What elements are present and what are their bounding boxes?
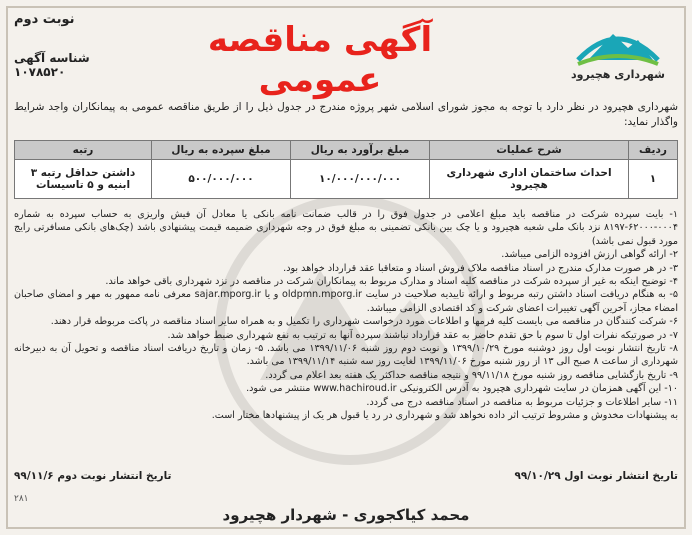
second-publication-date: تاریخ انتشار نوبت دوم ۹۹/۱۱/۶ (14, 470, 172, 482)
clause: ۳- در هر صورت مدارک مندرج در اسناد مناقصه ملاک فروش اسناد و متعاقبا عقد قرارداد خواهد بود. (283, 262, 678, 274)
page-number: ۲۸۱ (14, 494, 29, 504)
col-deposit: مبلغ سپرده به ریال (152, 141, 291, 160)
clause: به پیشنهادات مخدوش و مشروط ترتیب اثر داده نخواهد شد و شهرداری در رد یا قبول هر یک از پیشنهادها مختار است. (211, 410, 678, 422)
header-meta (14, 12, 144, 79)
org-name: شهرداری هچیرود (571, 68, 665, 81)
clause: ۶- شرکت کنندگان در مناقصه می بایست کلیه فرمها و اطلاعات مورد درخواست شهرداری را تکمیل و به همراه سایر اسناد مناقصه در پاکت مربوطه قرار دهند. (50, 316, 678, 328)
cell-row-number: ۱ (629, 160, 678, 199)
clause: ۹- تاریخ بازگشایی مناقصه روز شنبه مورخ ۹۹/۱۱/۱۸ و نتیجه مناقصه حداکثر یک هفته بعد اعلام می گردد. (265, 369, 678, 381)
col-grade: رتبه (15, 141, 152, 160)
cell-grade: داشتن حداقل رتبه ۳ ابنیه و ۵ تاسیسات (15, 160, 152, 199)
clause: ۴- توضیح اینکه به غیر از سپرده شرکت در مناقصه کلیه اسناد و مدارک مربوط به پیمانکاران شرکت در مناقصه در نزد شهرداری باقی خواهد ماند. (105, 276, 678, 288)
cell-deposit: ۵۰۰/۰۰۰/۰۰۰ (152, 160, 291, 199)
clause: ۱۰- این آگهی همزمان در سایت شهرداری هچیرود به آدرس الکترونیکی www.hachiroud.ir منتشر می شود. (246, 383, 678, 395)
table-row (15, 160, 678, 199)
municipality-logo (566, 18, 670, 81)
clause: ۱۱- سایر اطلاعات و جزئیات مربوط به مناقصه در اسناد مناقصه درج می گردد. (366, 396, 678, 408)
round-label: نوبت دوم (14, 12, 75, 27)
clause: ۱- بایت سپرده شرکت در مناقصه باید مبلغ اعلامی در جدول فوق را در قالب ضمانت نامه بانکی یا معادل آن فیش واریزی به حساب سپرده به شماره ۰۰۰۴-۶۲۰۰۰-۸۱۹۷ نزد بانک ملی شعبه هچیرود و یا چک بین بانکی تضمینی به مبلغ فوق در وجه شهرداری ضمیمه قیمت پیشنهادی باشد (چک‌های بانکی مسافرتی رایج مورد قبول نمی باشد) (14, 209, 678, 247)
ad-id: شناسه آگهی ۱۰۷۸۵۲۰ (14, 51, 90, 79)
signature-line: محمد کیاکجوری - شهردار هچیرود (222, 506, 470, 524)
col-description: شرح عملیات (430, 141, 629, 160)
clause: ۲- ارائه گواهی ارزش افزوده الزامی میباشد. (501, 249, 678, 261)
cell-description: احداث ساختمان اداری شهرداری هچیرود (430, 160, 629, 199)
first-publication-date: تاریخ انتشار نوبت اول ۹۹/۱۰/۲۹ (514, 470, 678, 482)
mountain-logo-icon (573, 18, 663, 68)
clause: ۵- به هنگام دریافت اسناد داشتن رتبه مربوط و ارائه تاییدیه صلاحیت در سایت oldpmn.mporg.ir و یا sajar.mporg.ir معرفی نامه ممهور به مهر و امضای صاحبان امضاء مجاز، آخرین آگهی تغییرات اعضای شرکت و کد اقتصادی الزامی میباشد. (14, 289, 678, 314)
conditions-list (14, 208, 678, 423)
cell-estimate: ۱۰/۰۰۰/۰۰۰/۰۰۰ (291, 160, 430, 199)
clause: ۷- در صورتیکه نفرات اول تا سوم با حق تقدم حاضر به عقد قرارداد نباشند سپرده آنها به ترتیب به نفع شهرداری ضبط خواهد شد. (167, 329, 678, 341)
tender-table (14, 140, 678, 199)
col-estimate: مبلغ برآورد به ریال (291, 141, 430, 160)
table-header-row (15, 141, 678, 160)
col-row: ردیف (629, 141, 678, 160)
intro-text: شهرداری هچیرود در نظر دارد با توجه به مجوز شورای اسلامی شهر پروژه مندرج در جدول ذیل را از طریق مناقصه عمومی به پیمانکاران واجد شرایط واگذار نماید: (14, 101, 678, 128)
page-title: آگهی مناقصه عمومی (207, 20, 433, 100)
clause: ۸- تاریخ انتشار نوبت اول روز دوشنبه مورخ ۱۳۹۹/۱۰/۲۹ و نوبت دوم روز شنبه ۱۳۹۹/۱۱/۰۶ می باشد. ۵- زمان و تاریخ دریافت اسناد مناقصه و تحویل آن به دبیرخانه شهرداری از ساعت ۸ صبح الی ۱۳ از روز شنبه مورخ ۱۳۹۹/۱۱/۰۶ لغایت روز سه شنبه ۱۳۹۹/۱۱/۱۴ می باشد. (14, 343, 678, 368)
